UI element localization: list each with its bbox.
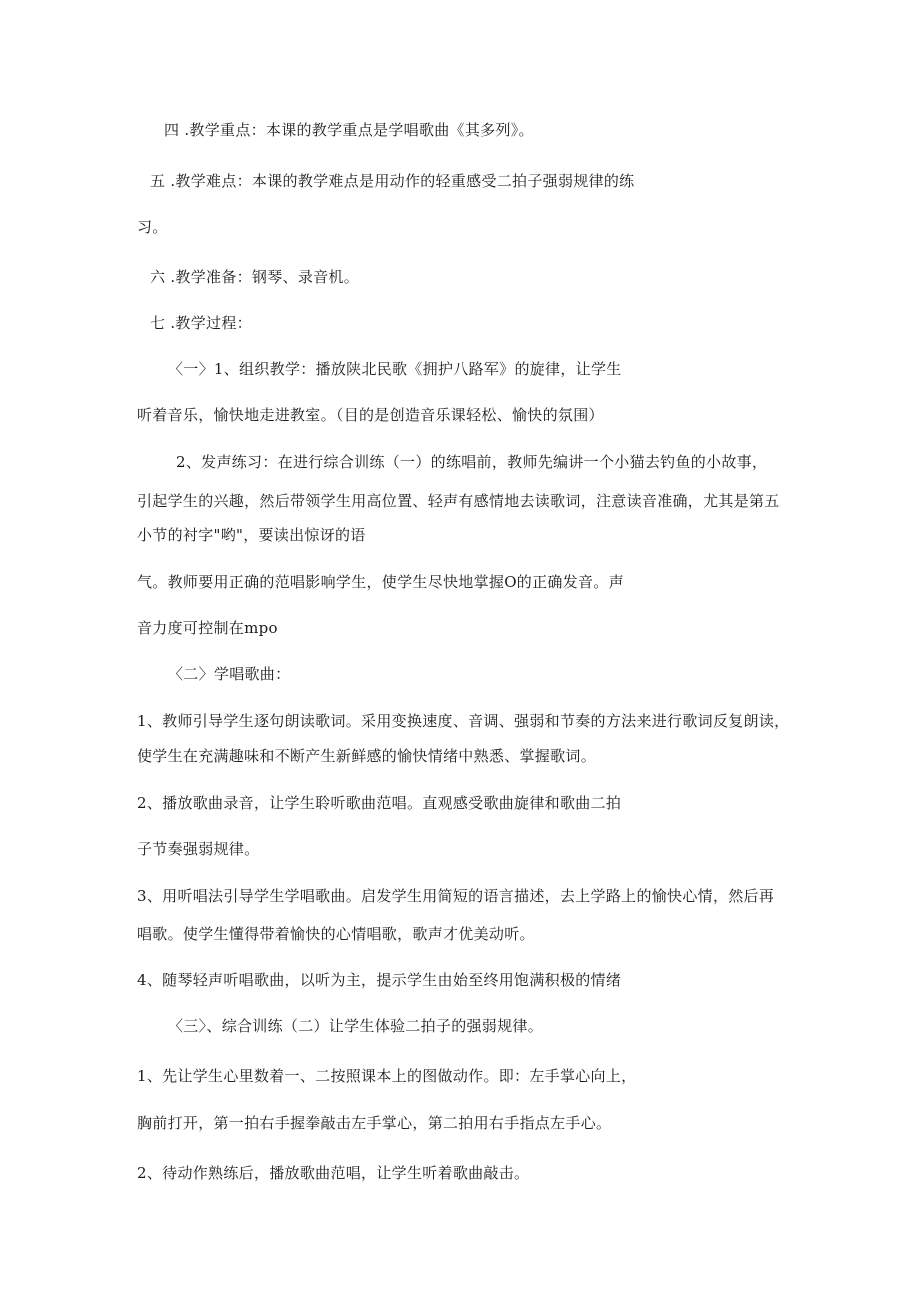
step-2-line-3: 小节的衬字"哟"，要读出惊讶的语: [137, 526, 366, 544]
section-5-difficulties: 五 .教学难点：本课的教学难点是用动作的轻重感受二拍子强弱规律的练: [150, 172, 635, 190]
step-1-organize: 〈一〉1、组织教学：播放陕北民歌《拥护八路军》的旋律，让学生: [168, 360, 622, 378]
section-learn-song: 〈二〉学唱歌曲：: [168, 665, 291, 683]
learn-step-3-continuation: 唱歌。使学生懂得带着愉快的心情唱歌，歌声才优美动听。: [137, 925, 535, 943]
learn-step-3: 3、用听唱法引导学生学唱歌曲。启发学生用简短的语言描述，去上学路上的愉快心情，然后再: [137, 887, 775, 905]
learn-step-2: 2、播放歌曲录音，让学生聆听歌曲范唱。直观感受歌曲旋律和歌曲二拍: [137, 794, 622, 812]
training-step-1: 1、先让学生心里数着一、二按照课本上的图做动作。即：左手掌心向上，: [137, 1067, 637, 1085]
step-2-line-2: 引起学生的兴趣，然后带领学生用高位置、轻声有感情地去读歌词，注意读音准确，尤其是第五: [137, 492, 780, 510]
step-2-vocal-practice: 2、发声练习：在进行综合训练（一）的练唱前，教师先编讲一个小猫去钓鱼的小故事，: [176, 453, 768, 471]
learn-step-1-continuation: 使学生在充满趣味和不断产生新鲜感的愉快情绪中熟悉、掌握歌词。: [137, 747, 597, 765]
section-combined-training: 〈三〉、综合训练（二）让学生体验二拍子的强弱规律。: [168, 1017, 544, 1035]
section-6-preparation: 六 .教学准备：钢琴、录音机。: [150, 268, 360, 286]
learn-step-2-continuation: 子节奏强弱规律。: [137, 840, 260, 858]
learn-step-4: 4、随琴轻声听唱歌曲，以听为主，提示学生由始至终用饱满积极的情绪: [137, 971, 622, 989]
section-5-continuation: 习。: [137, 218, 168, 236]
section-7-process: 七 .教学过程：: [150, 314, 252, 332]
training-step-2: 2、待动作熟练后，播放歌曲范唱，让学生听着歌曲敲击。: [137, 1164, 530, 1182]
section-4-key-points: 四 .教学重点：本课的教学重点是学唱歌曲《其多列》。: [164, 121, 534, 139]
step-2-line-5: 音力度可控制在mpo: [137, 619, 278, 637]
training-step-1-continuation: 胸前打开，第一拍右手握拳敲击左手掌心，第二拍用右手指点左手心。: [137, 1114, 612, 1132]
step-2-line-4: 气。教师要用正确的范唱影响学生，使学生尽快地掌握O的正确发音。声: [137, 573, 624, 591]
learn-step-1: 1、教师引导学生逐句朗读歌词。采用变换速度、音调、强弱和节奏的方法来进行歌词反复朗读，: [137, 712, 790, 730]
step-1-continuation: 听着音乐，愉快地走进教室。（目的是创造音乐课轻松、愉快的氛围）: [137, 406, 604, 424]
